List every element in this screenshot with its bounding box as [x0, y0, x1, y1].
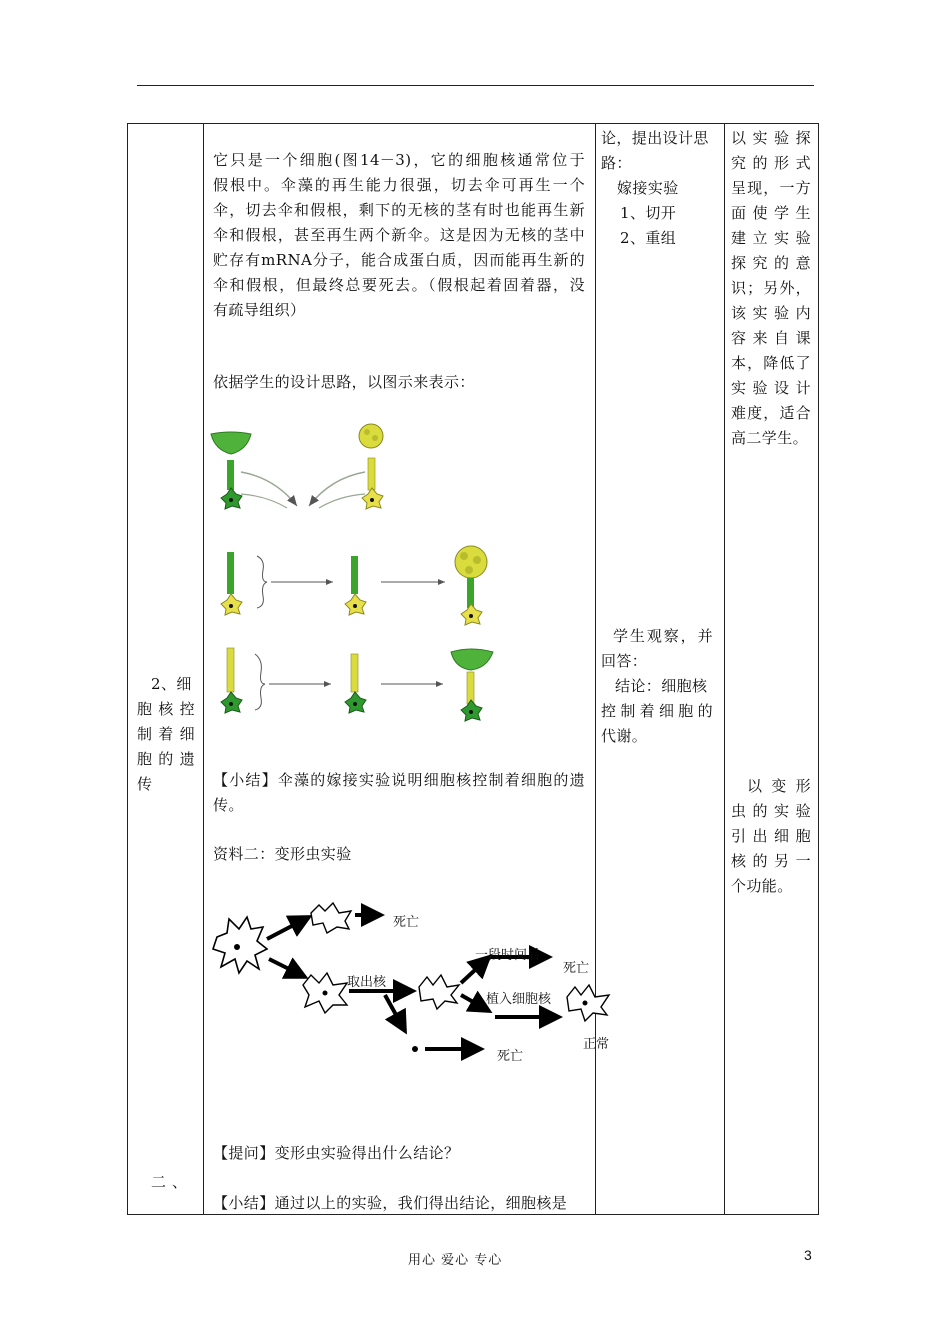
intent-line: 面使学生	[731, 204, 811, 222]
paragraph-line: 伞和假根，甚至再生两个新伞。这是因为无核的茎中	[213, 226, 585, 244]
section-title-line: 胞的遗	[137, 750, 195, 768]
page-footer: 用心 爱心 专心	[408, 1253, 503, 1268]
amoeba-whole	[213, 917, 267, 973]
activity-line: 1、切开	[620, 204, 677, 222]
material-two-title: 资料二：变形虫实验	[213, 845, 352, 863]
activity-line: 学生观察，并	[613, 627, 713, 645]
intent-line: 个功能。	[731, 877, 793, 895]
paragraph-line: 伞和假根，但最终总要死去。（假根起着固着器，没	[213, 276, 585, 294]
intent-line: 呈现，一方	[731, 179, 811, 197]
activity-line: 路：	[601, 154, 632, 172]
summary-grafting: 传。	[213, 796, 244, 814]
intent-line: 虫的实验	[731, 802, 811, 820]
intent-line: 实验设计	[731, 379, 811, 397]
label-death: 死亡	[497, 1049, 524, 1064]
umbrella-alga-yellow	[359, 424, 383, 509]
page-number: 3	[804, 1247, 812, 1263]
paragraph-line: 贮存有mRNA分子，能合成蛋白质，因而能再生新的	[213, 251, 585, 269]
umbrella-alga-green	[211, 432, 251, 509]
intent-line: 容来自课	[731, 329, 811, 347]
label-normal: 正常	[583, 1037, 610, 1052]
activity-line: 论，提出设计思	[601, 129, 709, 147]
label-implant-nucleus: 植入细胞核	[486, 992, 552, 1007]
intent-line: 本，降低了	[731, 354, 811, 372]
label-death: 死亡	[393, 915, 420, 930]
amoeba-enucleated	[419, 975, 459, 1009]
activity-line: 结论：细胞核	[615, 677, 708, 695]
amoeba-restored	[567, 985, 609, 1021]
intent-line: 核的另一	[731, 852, 811, 870]
activity-line: 控制着细胞的	[601, 702, 713, 720]
paragraph-line: 伞，切去伞和假根，剩下的无核的茎有时也能再生新	[213, 201, 585, 219]
grafting-diagram	[205, 410, 505, 730]
section-title-line: 胞核控	[137, 700, 195, 718]
header-rule	[137, 85, 814, 86]
paragraph-line: 它只是一个细胞(图14－3)，它的细胞核通常位于	[213, 151, 585, 169]
paragraph-line: 假根中。伞藻的再生能力很强，切去伞可再生一个	[213, 176, 585, 194]
section-title-line: 制着细	[137, 725, 195, 743]
summary-conclusion: 【小结】通过以上的实验，我们得出结论，细胞核是	[213, 1194, 568, 1212]
intent-line: 究的形式	[731, 154, 811, 172]
label-death: 死亡	[563, 961, 590, 976]
amoeba-cut-piece	[311, 903, 351, 933]
intent-line: 高二学生。	[731, 429, 809, 447]
activity-line: 嫁接实验	[617, 179, 679, 197]
column-divider	[724, 124, 725, 1214]
intent-line: 建立实验	[731, 229, 811, 247]
section-number: 二、	[151, 1173, 194, 1191]
section-title-line: 传	[137, 775, 153, 793]
graft-row-2	[221, 648, 493, 721]
diagram-intro: 依据学生的设计思路，以图示来表示：	[213, 373, 475, 391]
isolated-nucleus	[412, 1046, 418, 1052]
paragraph-line: 有疏导组织）	[213, 301, 306, 319]
activity-line: 2、重组	[620, 229, 677, 247]
intent-line: 引出细胞	[731, 827, 811, 845]
summary-grafting: 【小结】伞藻的嫁接实验说明细胞核控制着细胞的遗	[213, 771, 585, 789]
graft-row-1	[221, 546, 487, 625]
intent-line: 识；另外，	[731, 279, 811, 297]
intent-line: 难度，适合	[731, 404, 811, 422]
amoeba-with-nucleus	[303, 973, 347, 1013]
intent-line: 以变形	[747, 777, 811, 795]
intent-line: 该实验内	[731, 304, 811, 322]
label-remove-nucleus: 取出核	[347, 975, 387, 990]
intent-line: 以实验探	[731, 129, 811, 147]
question-text: 【提问】变形虫实验得出什么结论？	[213, 1144, 460, 1162]
intent-line: 探究的意	[731, 254, 811, 272]
section-title-line: 2、细	[151, 675, 192, 693]
activity-line: 回答：	[601, 652, 648, 670]
label-after-time: 一段时间后	[475, 948, 541, 963]
column-divider	[203, 124, 204, 1214]
activity-line: 代谢。	[601, 727, 648, 745]
